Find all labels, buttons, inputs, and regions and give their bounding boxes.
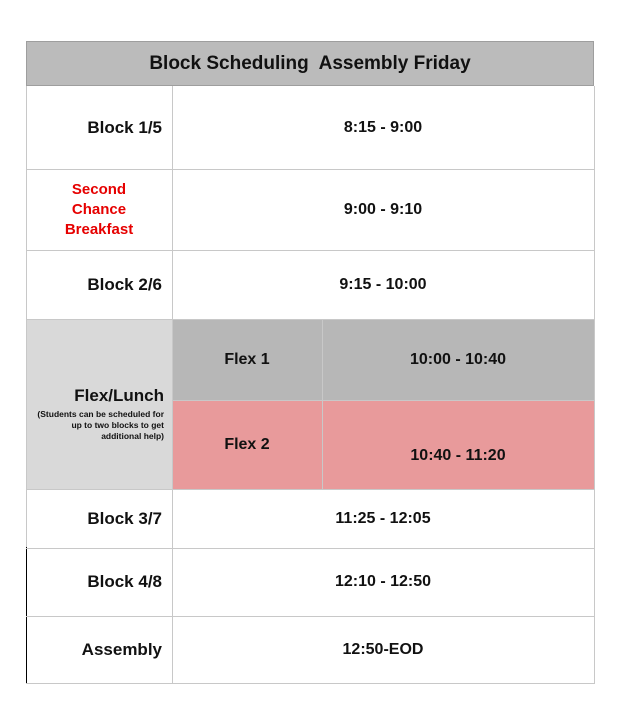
- row-label-flex-lunch: [26, 319, 172, 489]
- grid-line: [26, 169, 595, 170]
- label-line: Second: [71, 180, 127, 198]
- row-label-block-3-7: Block 3/7: [87, 508, 162, 528]
- flex-lunch-title: Flex/Lunch: [74, 386, 164, 405]
- grid-line: [172, 400, 595, 401]
- grid-line: [26, 616, 595, 617]
- grid-line: [26, 86, 27, 547]
- row-time-block-2-6: 9:15 - 10:00: [339, 275, 427, 293]
- row-label-block-2-6: Block 2/6: [87, 274, 162, 294]
- flex-2-time: 10:40 - 11:20: [322, 400, 594, 489]
- flex-1-time: 10:00 - 10:40: [322, 319, 594, 400]
- label-line: Breakfast: [64, 220, 134, 238]
- flex-2-label: Flex 2: [172, 400, 322, 489]
- table-title: Block Scheduling Assembly Friday: [26, 41, 594, 86]
- label-line: Chance: [71, 200, 127, 218]
- row-label-second-chance-breakfast: [26, 169, 172, 250]
- row-label-block-1-5: Block 1/5: [87, 117, 162, 137]
- grid-line: [26, 683, 595, 684]
- schedule-table: [26, 41, 595, 684]
- grid-line: [26, 250, 595, 251]
- flex-1-label: Flex 1: [172, 319, 322, 400]
- row-time-breakfast: 9:00 - 9:10: [343, 200, 423, 218]
- grid-line: [26, 489, 595, 490]
- row-label-block-4-8: Block 4/8: [87, 572, 162, 591]
- grid-line: [594, 86, 595, 684]
- row-label-assembly: Assembly: [81, 640, 162, 659]
- row-time-block-1-5: 8:15 - 9:00: [343, 118, 423, 136]
- grid-line: [172, 86, 173, 684]
- grid-line: [322, 319, 323, 489]
- grid-line: [26, 548, 595, 549]
- grid-line: [26, 319, 595, 320]
- row-time-block-4-8: 12:10 - 12:50: [334, 573, 432, 590]
- row-time-block-3-7: 11:25 - 12:05: [335, 509, 431, 527]
- flex-lunch-note: (Students can be scheduled for up to two blocks to get additional help): [37, 409, 164, 441]
- row-time-assembly: 12:50-EOD: [342, 641, 424, 658]
